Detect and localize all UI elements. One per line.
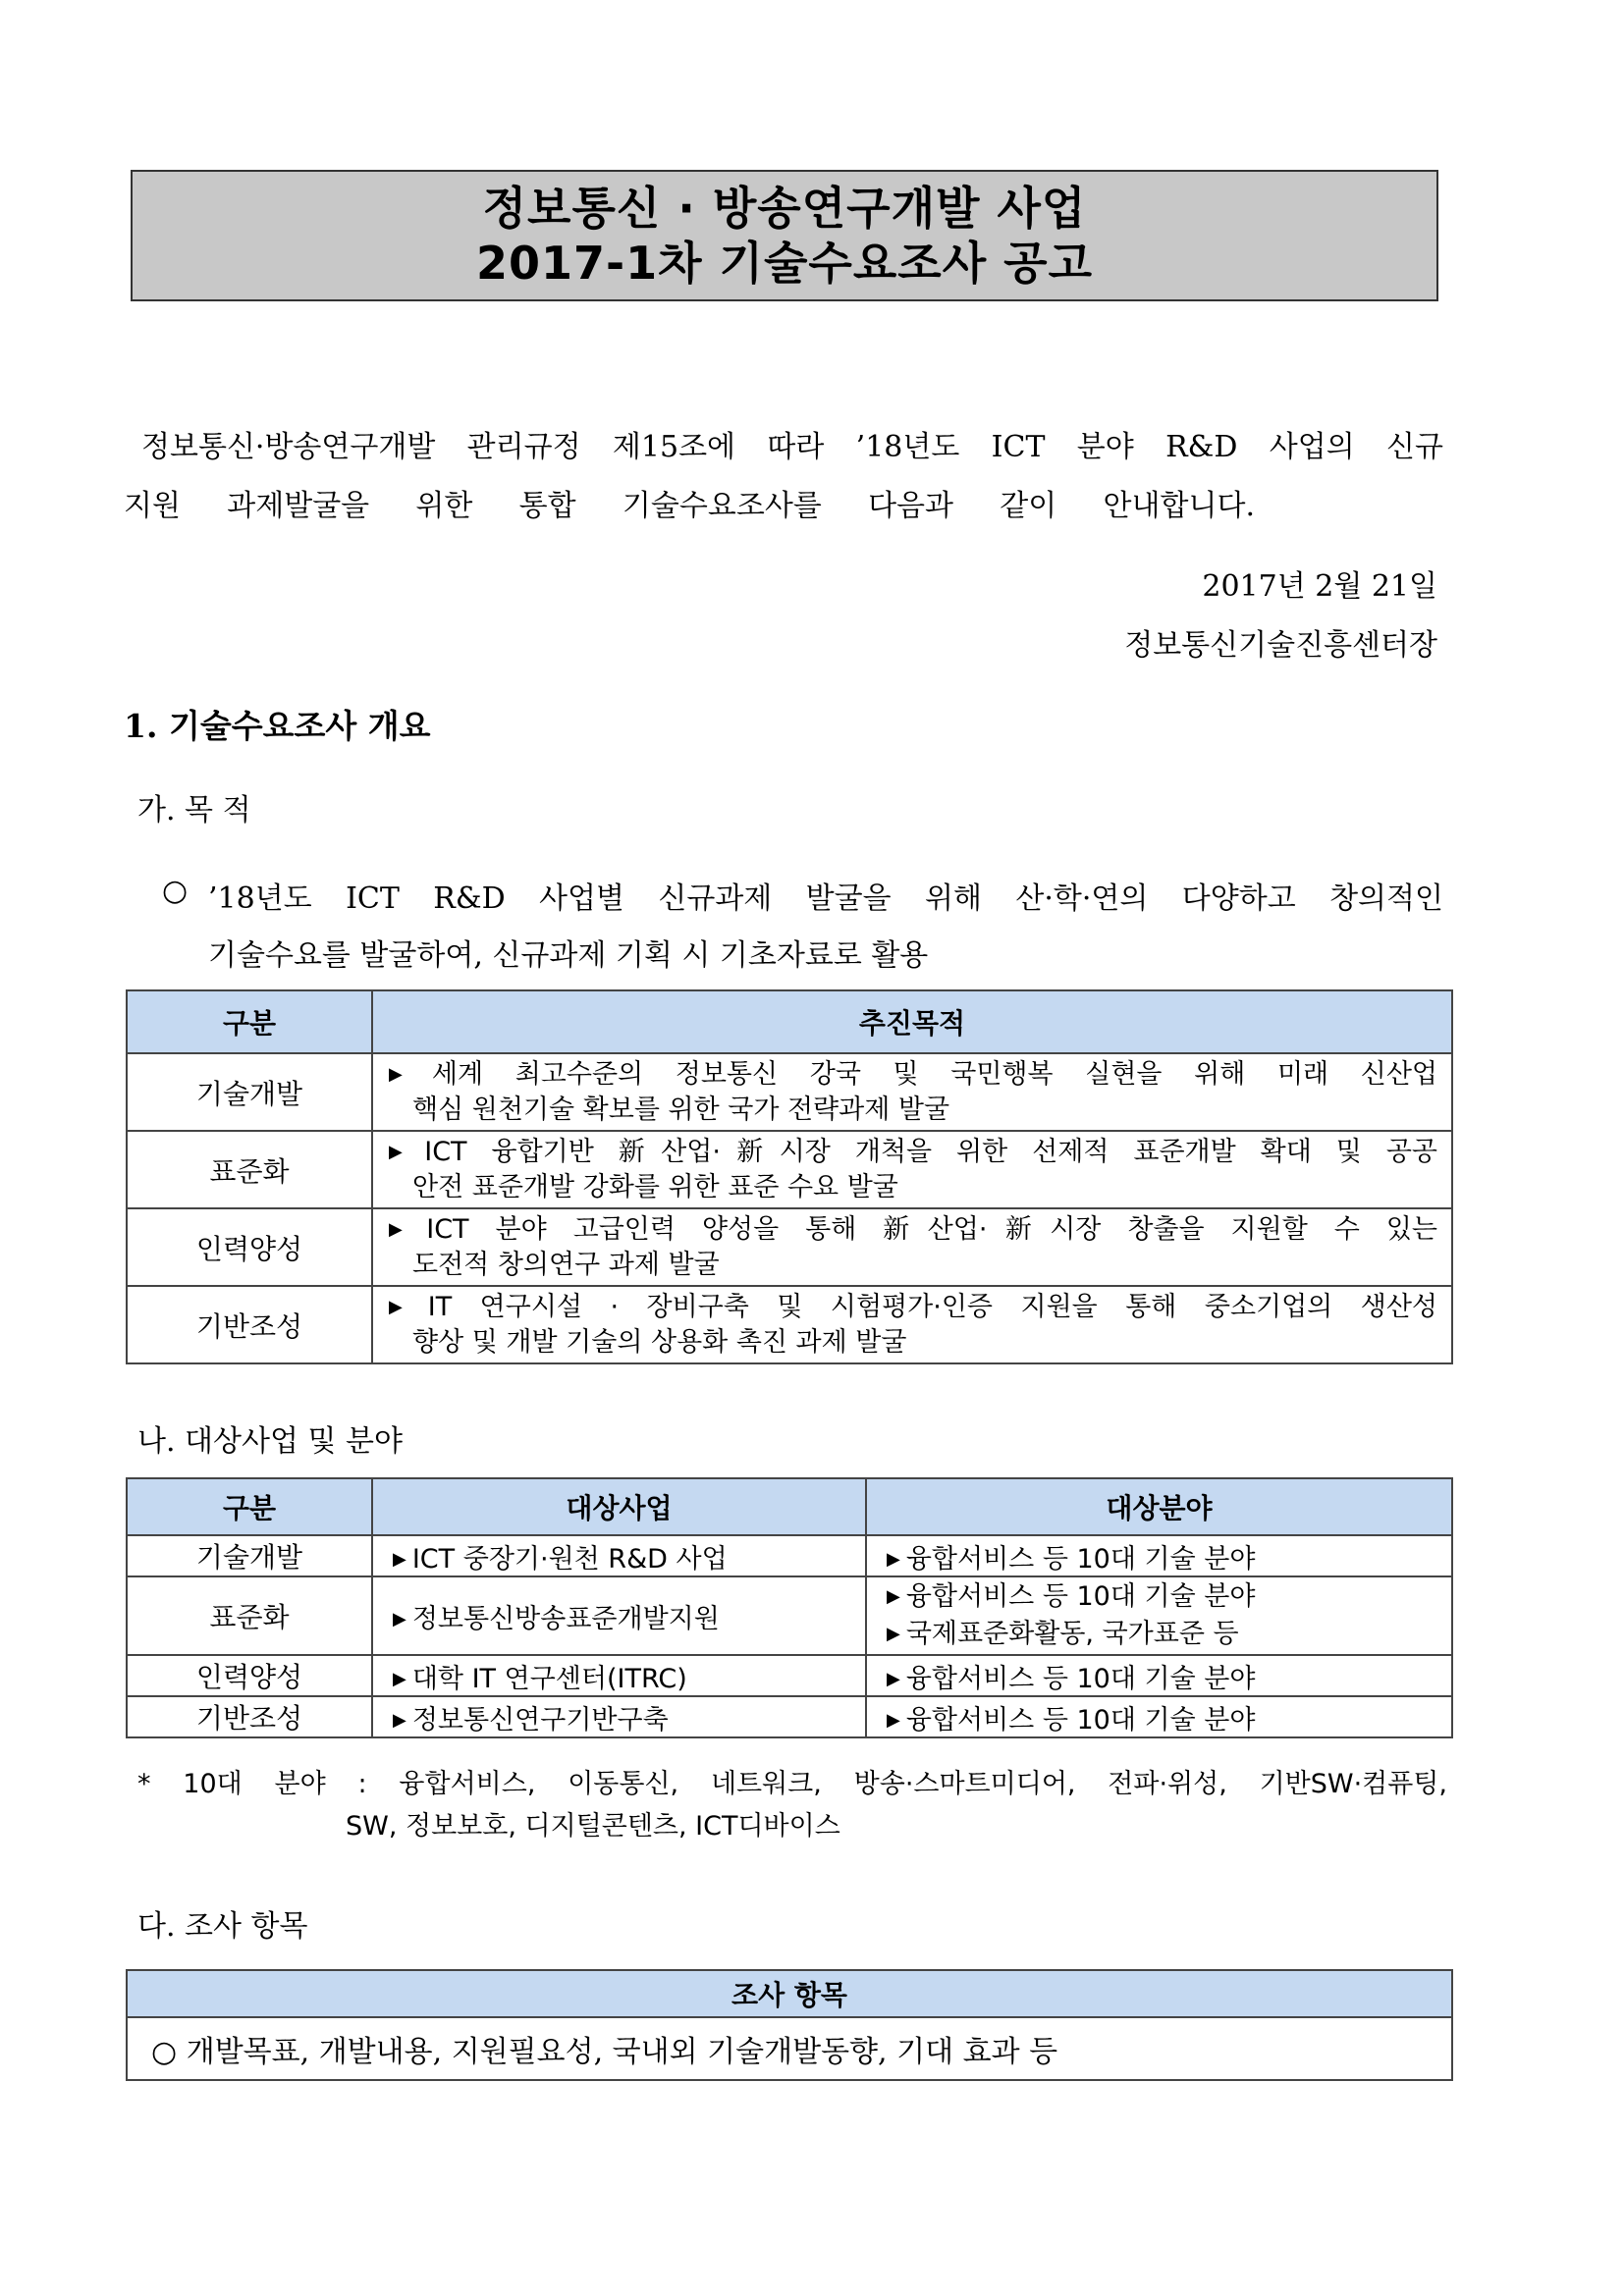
purpose-row-line1: ICT 분야 고급인력 양성을 통해 新산업·新시장 창출을 지원할 수 있는 bbox=[426, 1213, 1437, 1245]
table-row bbox=[127, 1576, 1452, 1655]
targets-header-category: 구분 bbox=[127, 1478, 372, 1535]
purpose-row-category: 기반조성 bbox=[127, 1286, 372, 1363]
targets-row-field: ▶ 융합서비스 등 10대 기술 분야 bbox=[866, 1655, 1452, 1696]
triangle-bullet-icon: ▶ bbox=[887, 1586, 900, 1607]
purpose-row-description bbox=[372, 1286, 1452, 1363]
targets-row-program: ▶ ICT 중장기·원천 R&D 사업 bbox=[372, 1535, 866, 1576]
triangle-bullet-icon: ▶ bbox=[389, 1296, 422, 1317]
table-row bbox=[127, 1655, 1452, 1696]
triangle-bullet-icon: ▶ bbox=[389, 1218, 421, 1240]
fields-note-line2: SW, 정보보호, 디지털콘텐츠, ICT디바이스 bbox=[346, 1811, 840, 1842]
table-row bbox=[127, 1131, 1452, 1208]
purpose-table-header-goal: 추진목적 bbox=[372, 990, 1452, 1053]
announcement-date: 2017년 2월 21일 bbox=[1202, 569, 1437, 604]
triangle-bullet-icon: ▶ bbox=[887, 1709, 900, 1731]
section-heading: 1. 기술수요조사 개요 bbox=[124, 707, 431, 745]
triangle-bullet-icon: ▶ bbox=[887, 1668, 900, 1689]
table-row bbox=[127, 1535, 1452, 1576]
purpose-row-line2: 핵심 원천기술 확보를 위한 국가 전략과제 발굴 bbox=[412, 1094, 950, 1125]
table-row bbox=[127, 1053, 1452, 1131]
targets-header-program: 대상사업 bbox=[372, 1478, 866, 1535]
survey-items-table bbox=[126, 1969, 1453, 2081]
triangle-bullet-icon: ▶ bbox=[393, 1608, 406, 1629]
triangle-bullet-icon: ▶ bbox=[393, 1709, 406, 1731]
triangle-bullet-icon: ▶ bbox=[389, 1141, 419, 1162]
purpose-row-line2: 향상 및 개발 기술의 상용화 촉진 과제 발굴 bbox=[412, 1326, 907, 1358]
purpose-row-category: 기술개발 bbox=[127, 1053, 372, 1131]
targets-row-category: 표준화 bbox=[127, 1576, 372, 1655]
purpose-line2: 기술수요를 발굴하여, 신규과제 기획 시 기초자료로 활용 bbox=[208, 938, 929, 973]
purpose-row-category: 인력양성 bbox=[127, 1208, 372, 1286]
targets-row-program: ▶ 정보통신방송표준개발지원 bbox=[372, 1576, 866, 1655]
purpose-row-description bbox=[372, 1053, 1452, 1131]
purpose-heading: 가. 목 적 bbox=[137, 793, 251, 828]
purpose-row-line1: ICT 융합기반 新산업·新시장 개척을 위한 선제적 표준개발 확대 및 공공 bbox=[424, 1136, 1438, 1167]
document-title-line2: 2017-1차 기술수요조사 공고 bbox=[475, 237, 1094, 290]
purpose-table-header bbox=[127, 990, 1452, 1053]
purpose-line1: ’18년도 ICT R&D 사업별 신규과제 발굴을 위해 산·학·연의 다양하고 창의적인 bbox=[208, 881, 1443, 916]
fields-note-line1: * 10대 분야 : 융합서비스, 이동통신, 네트워크, 방송·스마트미디어, 전파·위성, 기반SW·컴퓨팅, bbox=[137, 1769, 1447, 1799]
table-row bbox=[127, 1286, 1452, 1363]
purpose-row-description bbox=[372, 1208, 1452, 1286]
targets-heading: 나. 대상사업 및 분야 bbox=[137, 1424, 403, 1459]
targets-row-program: ▶ 대학 IT 연구센터(ITRC) bbox=[372, 1655, 866, 1696]
purpose-row-line1: 세계 최고수준의 정보통신 강국 및 국민행복 실현을 위해 미래 신산업 bbox=[431, 1058, 1437, 1090]
triangle-bullet-icon: ▶ bbox=[887, 1624, 900, 1644]
purpose-table-header-category: 구분 bbox=[127, 990, 372, 1053]
purpose-table bbox=[126, 989, 1453, 1364]
triangle-bullet-icon: ▶ bbox=[887, 1548, 900, 1570]
announcement-signer: 정보통신기술진흥센터장 bbox=[1124, 628, 1437, 663]
targets-table-header bbox=[127, 1478, 1452, 1535]
targets-row-field: ▶ 융합서비스 등 10대 기술 분야 bbox=[866, 1535, 1452, 1576]
purpose-row-category: 표준화 bbox=[127, 1131, 372, 1208]
purpose-bullet: ○ bbox=[162, 874, 189, 908]
purpose-row-line2: 안전 표준개발 강화를 위한 표준 수요 발굴 bbox=[412, 1171, 898, 1202]
items-heading: 다. 조사 항목 bbox=[137, 1909, 308, 1944]
targets-row-category: 기반조성 bbox=[127, 1696, 372, 1737]
purpose-row-line1: IT 연구시설 · 장비구축 및 시험평가·인증 지원을 통해 중소기업의 생산성 bbox=[427, 1291, 1437, 1322]
targets-table bbox=[126, 1477, 1453, 1738]
purpose-row-line2: 도전적 창의연구 과제 발굴 bbox=[412, 1249, 720, 1280]
purpose-row-description bbox=[372, 1131, 1452, 1208]
intro-line2: 지원 과제발굴을 위한 통합 기술수요조사를 다음과 같이 안내합니다. bbox=[124, 489, 1255, 523]
targets-header-field: 대상분야 bbox=[866, 1478, 1452, 1535]
intro-line1: 정보통신·방송연구개발 관리규정 제15조에 따라 ’18년도 ICT 분야 R&D 사업의 신규 bbox=[141, 430, 1443, 464]
survey-items-row: ○ 개발목표, 개발내용, 지원필요성, 국내외 기술개발동향, 기대 효과 등 bbox=[127, 2017, 1452, 2080]
triangle-bullet-icon: ▶ bbox=[393, 1548, 406, 1570]
targets-row-program: ▶ 정보통신연구기반구축 bbox=[372, 1696, 866, 1737]
triangle-bullet-icon: ▶ bbox=[393, 1668, 406, 1689]
table-row bbox=[127, 2017, 1452, 2080]
table-row bbox=[127, 1208, 1452, 1286]
document-title-line1: 정보통신 · 방송연구개발 사업 bbox=[482, 182, 1087, 235]
targets-row-field: ▶ 융합서비스 등 10대 기술 분야 bbox=[866, 1696, 1452, 1737]
targets-row-field: ▶ 융합서비스 등 10대 기술 분야 ▶ 국제표준화활동, 국가표준 등 bbox=[866, 1576, 1452, 1655]
triangle-bullet-icon: ▶ bbox=[389, 1063, 426, 1085]
document-title-box bbox=[131, 170, 1438, 301]
table-row bbox=[127, 1696, 1452, 1737]
targets-row-category: 기술개발 bbox=[127, 1535, 372, 1576]
targets-row-category: 인력양성 bbox=[127, 1655, 372, 1696]
survey-items-header: 조사 항목 bbox=[127, 1970, 1452, 2017]
